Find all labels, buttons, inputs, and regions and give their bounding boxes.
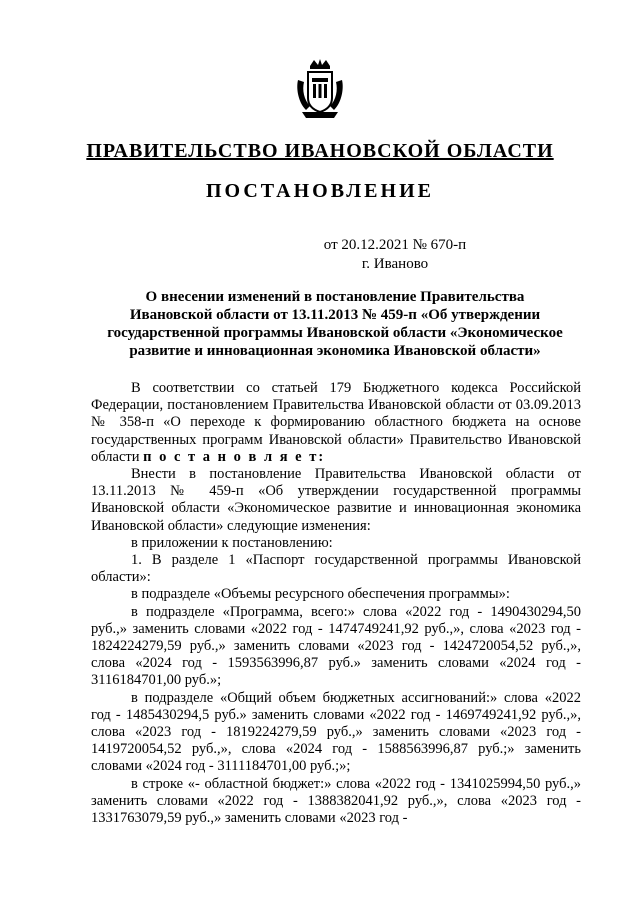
decree-word: п о с т а н о в л я е т: — [143, 448, 326, 465]
paragraph: В соответствии со статьей 179 Бюджетного кодекса Российской Федерации, постановлением Правительства Ивановской области от 03.09.2013 № 358-п «О переходе к формированию областного бюджета на основе государственных программ Ивановской области» Правительство Ивановской области п о с т а н о в л я е т: — [91, 380, 581, 465]
organization-title: ПРАВИТЕЛЬСТВО ИВАНОВСКОЙ ОБЛАСТИ — [86, 140, 554, 162]
paragraph: в подразделе «Программа, всего:» слова «2022 год - 1490430294,50 руб.,» заменить словами «2022 год - 1474749241,92 руб.,», слова «2023 год - 1824224279,59 руб.,» заменить словами «2023 год - 1424720054,52 руб.,», слова «2024 год - 1593563996,87 руб.» заменить словами «2024 год - 3116184701,00 руб.»; — [91, 603, 581, 689]
paragraph: 1. В разделе 1 «Паспорт государственной программы Ивановской области»: — [91, 552, 581, 586]
document-type: ПОСТАНОВЛЕНИЕ — [206, 180, 434, 202]
date-number: от 20.12.2021 № 670-п — [323, 237, 467, 253]
paragraph: в подразделе «Общий объем бюджетных ассигнований:» слова «2022 год - 1485430294,5 руб.» заменить словами «2022 год - 1469749241,92 руб.,», слова «2023 год - 1819224279,59 руб.,» заменить словами «2023 год - 1419720054,52 руб.,», слова «2024 год - 1588563996,87 руб.;» заменить словами «2024 год - 3111184701,00 руб.;»; — [91, 689, 581, 775]
date-block — [0, 236, 640, 274]
document-subject: О внесении изменений в постановление Правительства Ивановской области от 13.11.2013 № 459-п «Об утверждении государственной программы Ивановской области «Экономическое развитие и инновационная экономика Ивановской области» — [107, 289, 563, 359]
paragraph: в приложении к постановлению: — [131, 534, 333, 551]
paragraph: в строке «- областной бюджет:» слова «2022 год - 1341025994,50 руб.,» заменить словами «2022 год - 1388382041,92 руб.,», слова «2023 год - 1331763079,59 руб.,» заменить словами «2023 год - — [91, 775, 581, 827]
paragraph: Внести в постановление Правительства Ивановской области от 13.11.2013 № 459-п «Об утверждении государственной программы Ивановской области «Экономическое развитие и инновационная экономика Ивановской области» следующие изменения: — [91, 466, 581, 534]
document-body — [91, 380, 581, 827]
paragraph: в подразделе «Объемы ресурсного обеспечения программы»: — [131, 586, 510, 603]
coat-of-arms-icon — [294, 58, 346, 120]
city: г. Иваново — [361, 256, 429, 272]
